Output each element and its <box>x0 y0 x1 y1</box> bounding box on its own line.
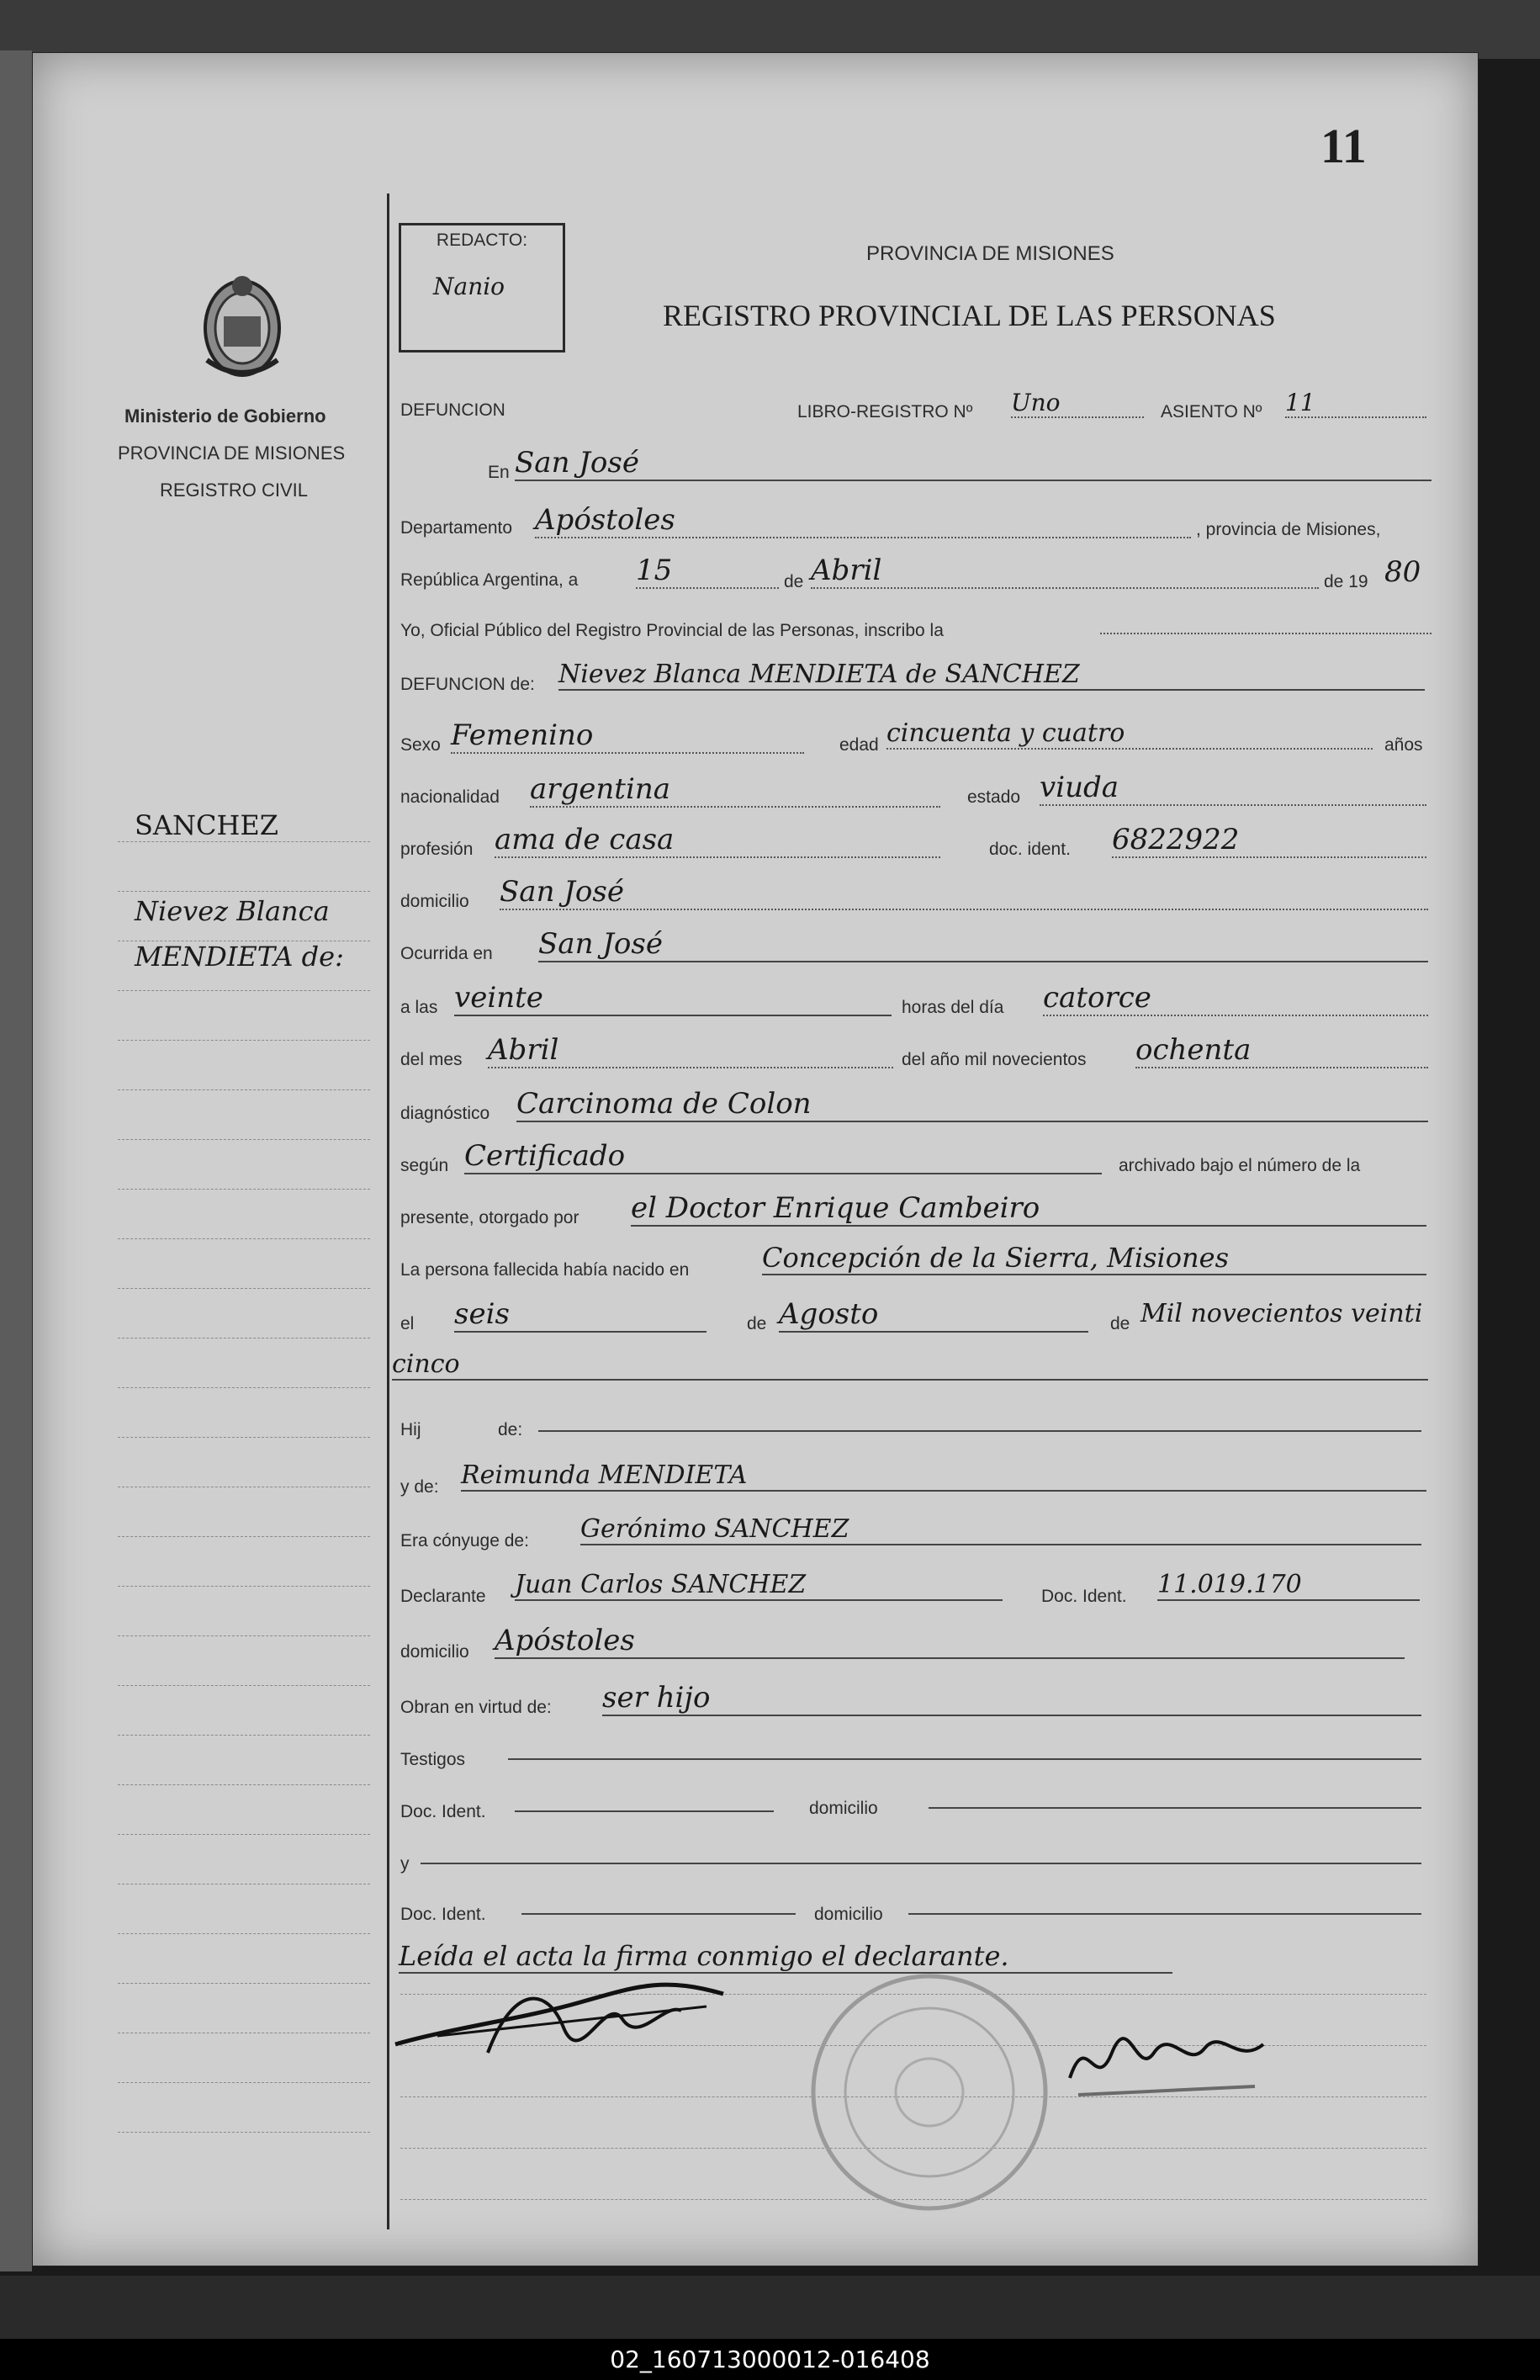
yo-label: Yo, Oficial Público del Registro Provincial de las Personas, inscribo la <box>400 621 944 640</box>
domicilio2-value: Apóstoles <box>495 1624 1405 1659</box>
dom2-label: domicilio <box>814 1905 883 1924</box>
bottom-background <box>0 2276 1540 2343</box>
declarante-value: Juan Carlos SANCHEZ <box>515 1570 1003 1601</box>
domicilio2-label: domicilio <box>400 1642 469 1662</box>
doc1-label: Doc. Ident. <box>400 1802 486 1821</box>
el-value: seis <box>454 1297 706 1333</box>
anomil-value: ochenta <box>1135 1033 1428 1068</box>
redacto-label: REDACTO: <box>436 231 528 250</box>
yo-fill-line <box>1100 633 1432 634</box>
testigos-fill-line <box>508 1758 1421 1760</box>
closing-statement: Leída el acta la firma conmigo el declarante. <box>399 1940 1172 1974</box>
conyuge-label: Era cónyuge de: <box>400 1531 529 1550</box>
margin-name-1: Nievez Blanca <box>135 895 330 927</box>
registro-civil-label: REGISTRO CIVIL <box>160 480 309 501</box>
anos-label: años <box>1384 735 1423 755</box>
testigos-label: Testigos <box>400 1750 466 1769</box>
asiento-label: ASIENTO Nº <box>1161 402 1262 421</box>
declarante-label: Declarante <box>400 1587 486 1606</box>
departamento-label: Departamento <box>400 518 513 538</box>
margin-ruled-lines <box>118 841 370 2133</box>
departamento-value: Apóstoles <box>535 503 1191 538</box>
edad-label: edad <box>839 735 879 755</box>
en-label: En <box>488 463 510 482</box>
defuncion-value: Nievez Blanca MENDIETA de SANCHEZ <box>558 660 1425 691</box>
docident-label: Doc. Ident. <box>1041 1587 1127 1606</box>
delmes-label: del mes <box>400 1050 463 1069</box>
defuncion-label: DEFUNCION de: <box>400 675 535 694</box>
profesion-label: profesión <box>400 840 474 859</box>
hij-fill-line <box>538 1430 1421 1432</box>
defuncion-type-label: DEFUNCION <box>400 400 505 420</box>
en-value: San José <box>515 446 1432 481</box>
de-year-label: de 19 <box>1324 572 1368 591</box>
official-seal-stamp <box>807 1970 1051 2214</box>
dom1-label: domicilio <box>809 1799 878 1818</box>
presente-value: el Doctor Enrique Cambeiro <box>631 1191 1426 1227</box>
republica-label: República Argentina, a <box>400 570 579 590</box>
nacionalidad-label: nacionalidad <box>400 787 500 807</box>
domicilio-label: domicilio <box>400 892 469 911</box>
estado-label: estado <box>967 787 1021 807</box>
obran-value: ser hijo <box>602 1681 1421 1716</box>
doc-label: doc. ident. <box>989 840 1071 859</box>
hij-label: Hij <box>400 1420 421 1439</box>
sexo-label: Sexo <box>400 735 441 755</box>
yde-label: y de: <box>400 1477 439 1497</box>
nacido-value: Concepción de la Sierra, Misiones <box>762 1242 1426 1275</box>
margin-divider <box>387 193 389 2229</box>
diagnostico-value: Carcinoma de Colon <box>516 1087 1428 1122</box>
yde-value: Reimunda MENDIETA <box>461 1460 1426 1492</box>
estado-value: viuda <box>1040 771 1426 806</box>
redacto-value: Nanio <box>433 273 505 300</box>
y-fill-line <box>421 1863 1421 1864</box>
top-background <box>0 0 1540 59</box>
anomil-label: del año mil novecientos <box>902 1050 1087 1069</box>
ocurrida-value: San José <box>538 927 1428 962</box>
doc1-fill-line <box>515 1810 774 1812</box>
coat-of-arms-seal <box>192 268 293 385</box>
doc2-label: Doc. Ident. <box>400 1905 486 1924</box>
mes-value: Abril <box>488 1033 893 1068</box>
asiento-value: 11 <box>1285 389 1426 418</box>
diagnostico-label: diagnóstico <box>400 1104 490 1123</box>
nacionalidad-value: argentina <box>530 772 940 808</box>
alas-value: veinte <box>454 981 892 1016</box>
official-signature <box>1061 2019 1280 2112</box>
libro-value: Uno <box>1011 389 1144 418</box>
declarante-signature <box>387 1969 740 2061</box>
day-value: 15 <box>636 554 779 589</box>
libro-label: LIBRO-REGISTRO Nº <box>797 402 973 421</box>
provincia-label: , provincia de Misiones, <box>1196 520 1381 539</box>
province-heading: PROVINCIA DE MISIONES <box>866 242 1114 265</box>
dia-value: catorce <box>1043 981 1428 1016</box>
domicilio-value: San José <box>500 875 1428 910</box>
ocurrida-label: Ocurrida en <box>400 944 493 963</box>
sexo-value: Femenino <box>451 718 804 754</box>
archivado-label: archivado bajo el número de la <box>1119 1156 1361 1175</box>
de3-label: de <box>1110 1314 1130 1333</box>
dom1-fill-line <box>929 1807 1421 1809</box>
month-value: Abril <box>811 554 1319 589</box>
mil-value: Mil novecientos veinti <box>1140 1299 1423 1328</box>
redacto-box <box>399 223 565 352</box>
segun-value: Certificado <box>464 1139 1102 1174</box>
agosto-value: Agosto <box>779 1297 1088 1333</box>
edad-value: cincuenta y cuatro <box>886 718 1373 750</box>
doc2-fill-line <box>521 1913 796 1915</box>
register-title: REGISTRO PROVINCIAL DE LAS PERSONAS <box>663 299 1276 332</box>
ministry-label: Ministerio de Gobierno <box>124 406 326 427</box>
year-value: 80 <box>1384 555 1421 589</box>
image-code-label: 02_160713000012-016408 <box>610 2346 930 2373</box>
conyuge-value: Gerónimo SANCHEZ <box>580 1514 1421 1545</box>
el-label: el <box>400 1314 415 1333</box>
book-spine <box>0 50 32 2271</box>
alas-label: a las <box>400 998 438 1017</box>
page-number: 11 <box>1320 119 1367 173</box>
docident-value: 11.019.170 <box>1157 1570 1420 1601</box>
margin-name-2: MENDIETA de: <box>135 941 344 973</box>
hij-de-label: de: <box>498 1420 523 1439</box>
nacido-label: La persona fallecida había nacido en <box>400 1260 690 1280</box>
margin-surname: SANCHEZ <box>135 809 279 841</box>
segun-label: según <box>400 1156 449 1175</box>
profesion-value: ama de casa <box>495 823 940 858</box>
y-label: y <box>400 1854 410 1874</box>
horas-label: horas del día <box>902 998 1004 1017</box>
cinco-value: cinco <box>392 1349 1428 1381</box>
de2-label: de <box>747 1314 767 1333</box>
dom2-fill-line <box>908 1913 1421 1915</box>
obran-label: Obran en virtud de: <box>400 1698 552 1717</box>
presente-label: presente, otorgado por <box>400 1208 579 1227</box>
de-label: de <box>784 572 804 591</box>
left-province-label: PROVINCIA DE MISIONES <box>118 443 346 464</box>
doc-value: 6822922 <box>1112 823 1426 858</box>
